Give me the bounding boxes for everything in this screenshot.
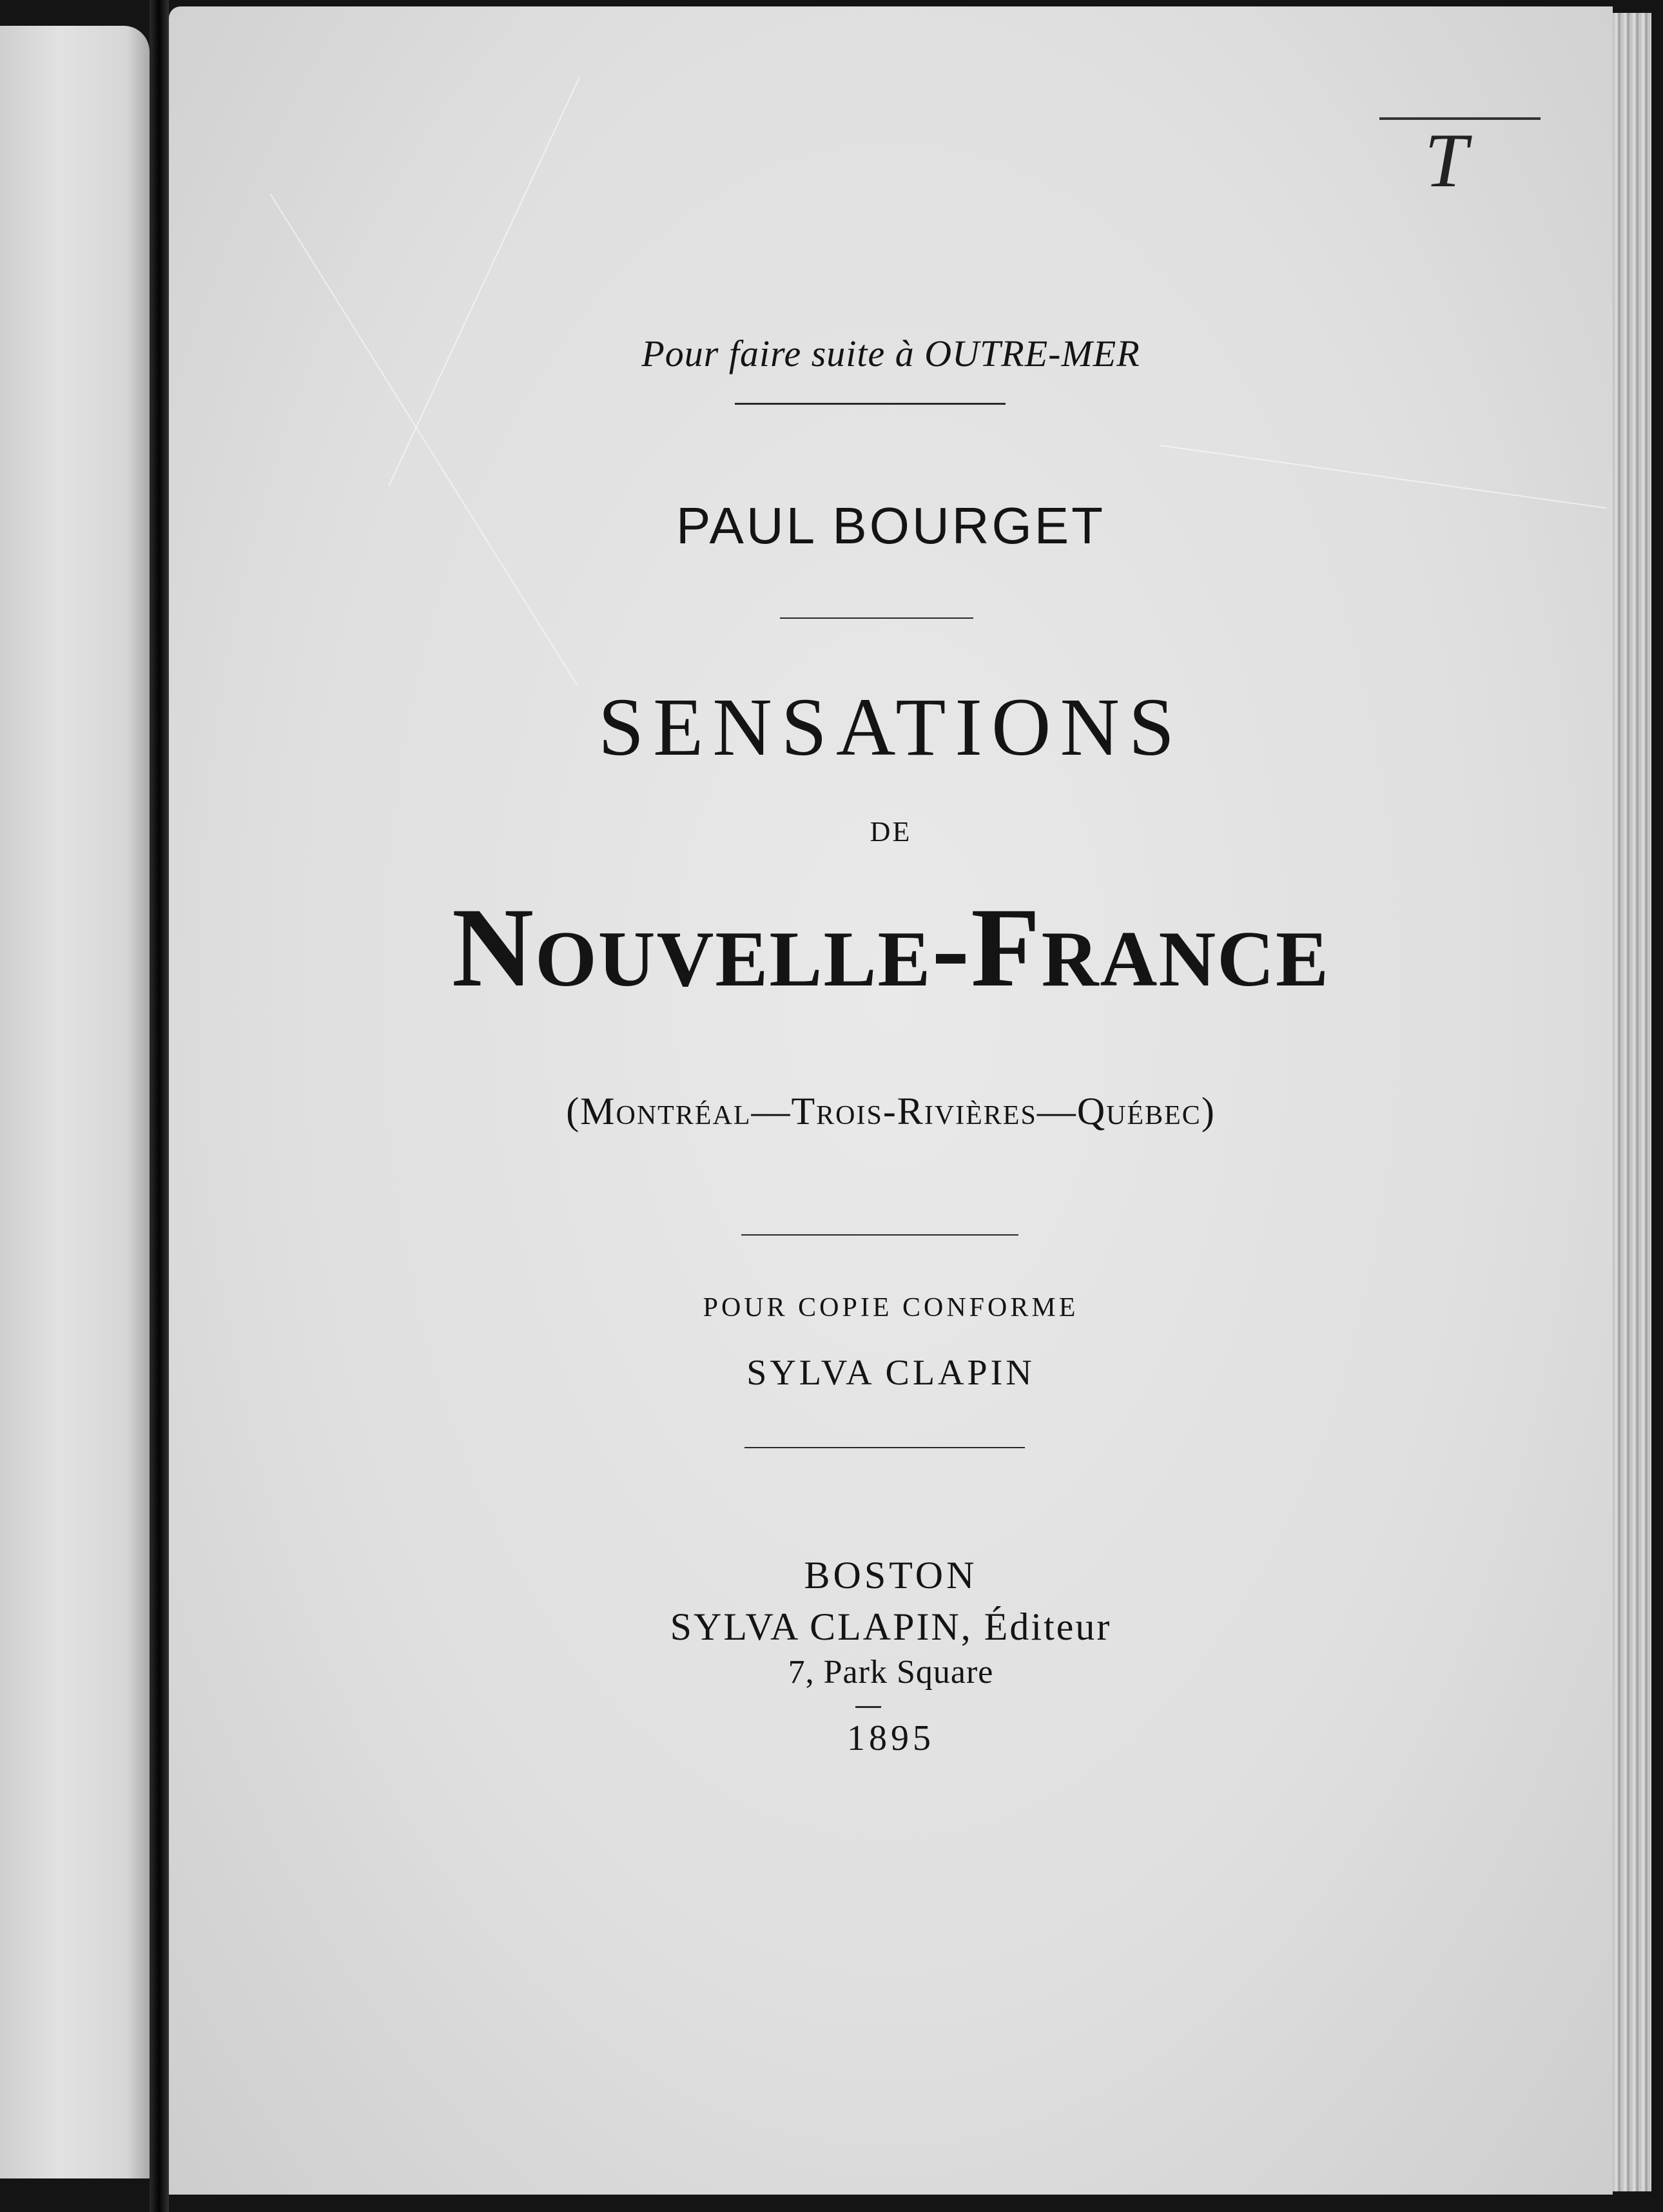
- author-name: PAUL BOURGET: [676, 497, 1105, 554]
- divider-rule: [780, 617, 973, 619]
- book-gutter: [150, 0, 169, 2212]
- shelfmark: T: [1425, 117, 1468, 203]
- publisher-address: 7, Park Square: [788, 1654, 994, 1691]
- title-line-1: SENSATIONS: [598, 681, 1184, 773]
- copy-note: POUR COPIE CONFORME: [703, 1293, 1079, 1323]
- left-facing-page: [0, 26, 150, 2178]
- series-note: Pour faire suite à OUTRE-MER: [641, 333, 1140, 374]
- divider-rule: [744, 1447, 1025, 1448]
- title-de: DE: [870, 816, 912, 848]
- page-edges: [1613, 13, 1651, 2191]
- publication-year: 1895: [847, 1718, 935, 1758]
- places-subtitle: (Montréal—Trois-Rivières—Québec): [566, 1090, 1216, 1132]
- publisher-city: BOSTON: [804, 1554, 978, 1596]
- divider-rule: [735, 403, 1006, 405]
- title-main: Nouvelle-France: [451, 885, 1330, 1011]
- copy-name: SYLVA CLAPIN: [746, 1353, 1035, 1393]
- divider-rule: [741, 1234, 1018, 1236]
- short-rule: [855, 1706, 881, 1708]
- publisher-name: SYLVA CLAPIN, Éditeur: [670, 1606, 1112, 1648]
